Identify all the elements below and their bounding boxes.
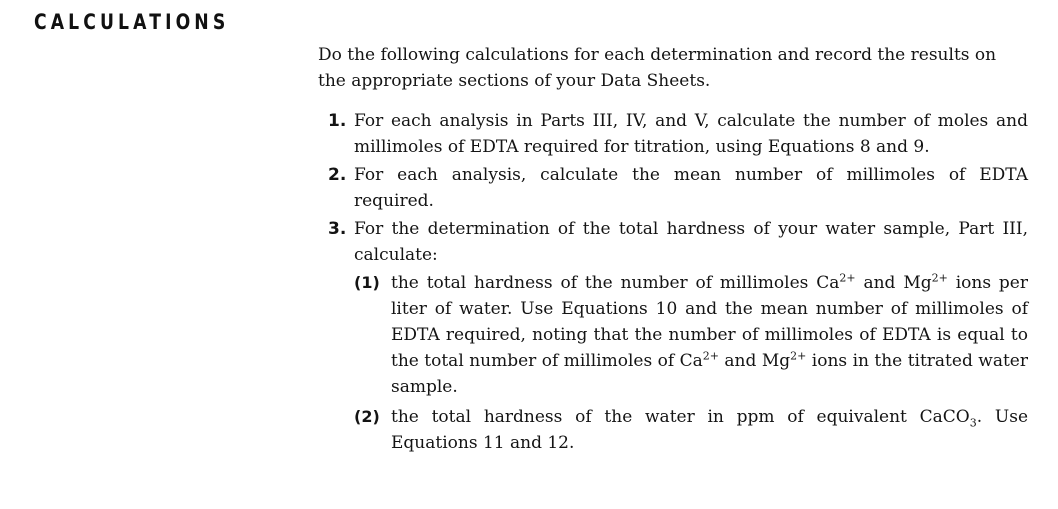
section-heading: CALCULATIONS bbox=[34, 10, 230, 34]
sub-list-item bbox=[354, 404, 1028, 456]
list-item bbox=[328, 108, 1028, 160]
item-number: 2. bbox=[328, 165, 347, 185]
charge-superscript: 2+ bbox=[702, 349, 719, 363]
list-item bbox=[328, 162, 1028, 214]
calculations-body bbox=[318, 42, 1028, 460]
sub-item-text: the total hardness of the water in ppm of equivalent CaCO$_3$. Use Equations 11 and 12. bbox=[391, 407, 1029, 453]
charge-superscript: 2+ bbox=[790, 349, 807, 363]
calculation-steps-list bbox=[318, 108, 1028, 456]
sub-list-item bbox=[354, 270, 1028, 400]
sub-item-number: (1) bbox=[354, 273, 380, 292]
sub-item-number: (2) bbox=[354, 407, 380, 426]
item-number: 3. bbox=[328, 219, 347, 239]
charge-superscript: 2+ bbox=[931, 271, 948, 285]
formula-subscript: 3 bbox=[969, 416, 977, 430]
sub-steps-list bbox=[354, 270, 1028, 456]
intro-paragraph: Do the following calculations for each determination and record the results on the appropriate sections of your Data Sheets. bbox=[318, 45, 997, 91]
item-number: 1. bbox=[328, 111, 347, 131]
list-item bbox=[328, 216, 1028, 456]
item-text: For each analysis in Parts III, IV, and V, calculate the number of moles and millimoles of EDTA required for titration, using Equations 8 and 9. bbox=[354, 111, 1028, 157]
charge-superscript: 2+ bbox=[839, 271, 856, 285]
item-text: For each analysis, calculate the mean number of millimoles of EDTA required. bbox=[354, 165, 1028, 211]
item-text: For the determination of the total hardness of your water sample, Part III, calculate: bbox=[354, 219, 1028, 265]
sub-item-text: the total hardness of the number of millimoles $Ca^{2+}$ and $Mg^{2+}$ ions per liter of water. Use Equations 10 and the mean number of millimoles of EDTA required, noting that the number of millimoles of EDTA is equal to the total number of millimoles of $Ca^{2+}$ and $Mg^{2+}$ ions in the titrated water sample. bbox=[391, 271, 1028, 397]
